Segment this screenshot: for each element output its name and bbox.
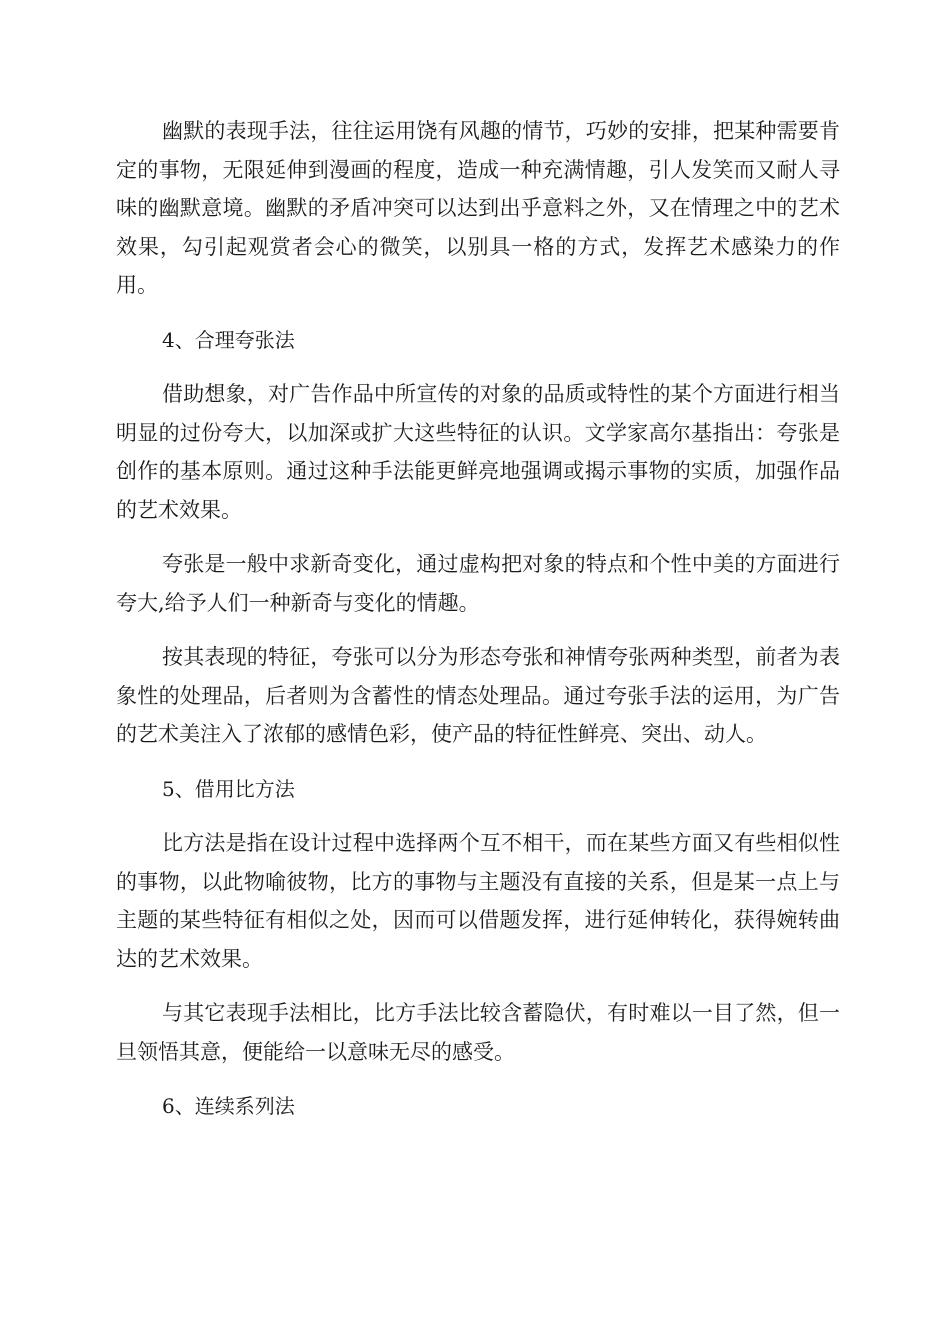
paragraph-exaggeration-intro: 借助想象，对广告作品中所宣传的对象的品质或特性的某个方面进行相当明显的过份夸大，以加深或扩大这些特征的认识。文学家高尔基指出：夸张是创作的基本原则。通过这种手法能更鲜亮地强调或揭示事物的实质，加强作品的艺术效果。 [116, 382, 840, 522]
paragraph-humor: 幽默的表现手法，往往运用饶有风趣的情节，巧妙的安排，把某种需要肯定的事物，无限延伸到漫画的程度，造成一种充满情趣，引人发笑而又耐人寻味的幽默意境。幽默的矛盾冲突可以达到出乎意料之外，又在情理之中的艺术效果，勾引起观赏者会心的微笑，以别具一格的方式，发挥艺术感染力的作用。 [116, 119, 840, 297]
paragraph-analogy-intro: 比方法是指在设计过程中选择两个互不相干，而在某些方面又有些相似性的事物，以此物喻彼物，比方的事物与主题没有直接的关系，但是某一点上与主题的某些特征有相似之处，因而可以借题发挥，进行延伸转化，获得婉转曲达的艺术效果。 [116, 831, 840, 971]
section-heading-4: 4、合理夸张法 [162, 327, 295, 352]
section-heading-5: 5、借用比方法 [162, 776, 295, 801]
paragraph-analogy-comparison: 与其它表现手法相比，比方手法比较含蓄隐伏，有时难以一目了然，但一旦领悟其意，便能给一以意味无尽的感受。 [116, 1001, 840, 1064]
paragraph-exaggeration-types: 按其表现的特征，夸张可以分为形态夸张和神情夸张两种类型，前者为表象性的处理品，后者则为含蓄性的情态处理品。通过夸张手法的运用，为广告的艺术美注入了浓郁的感情色彩，使产品的特征性鲜亮、突出、动人。 [116, 645, 840, 746]
paragraph-exaggeration-novelty: 夸张是一般中求新奇变化，通过虚构把对象的特点和个性中美的方面进行夸大,给予人们一种新奇与变化的情趣。 [116, 552, 840, 615]
document-body [116, 112, 840, 1142]
section-heading-6: 6、连续系列法 [162, 1094, 295, 1118]
